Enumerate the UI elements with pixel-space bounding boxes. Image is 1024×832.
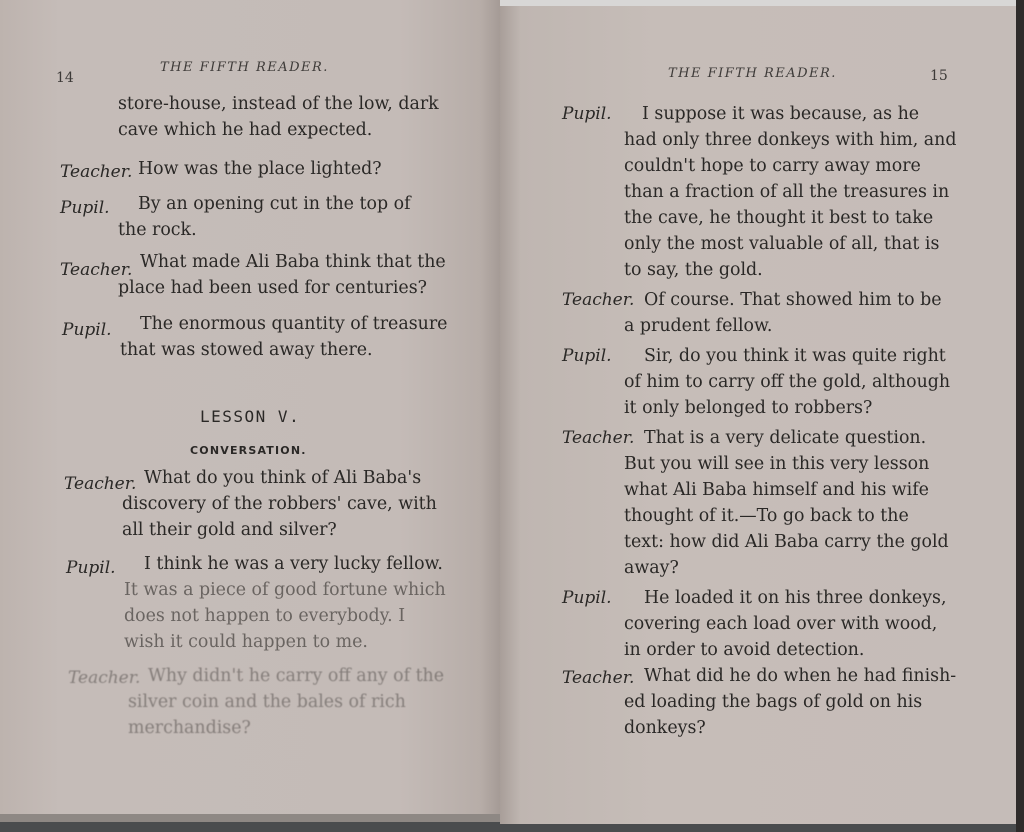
- text-line: The enormous quantity of treasure: [140, 314, 448, 334]
- text-line: covering each load over with wood,: [624, 614, 938, 634]
- text-line: But you will see in this very lesson: [624, 454, 930, 474]
- text-line: of him to carry off the gold, although: [624, 372, 951, 392]
- right-page: [500, 6, 1018, 824]
- text-line: it only belonged to robbers?: [624, 398, 873, 418]
- text-line: What do you think of Ali Baba's: [144, 468, 422, 488]
- text-line: in order to avoid detection.: [624, 640, 865, 660]
- text-line: I suppose it was because, as he: [642, 104, 920, 124]
- text-line: Sir, do you think it was quite right: [644, 346, 946, 366]
- page-number: 15: [930, 68, 948, 84]
- left-page: [0, 0, 500, 822]
- text-line: I think he was a very lucky fellow.: [144, 554, 443, 574]
- text-line: donkeys?: [624, 718, 706, 738]
- text-line: ed loading the bags of gold on his: [624, 692, 923, 712]
- lesson-title: LESSON V.: [200, 407, 301, 426]
- running-head: THE FIFTH READER.: [668, 66, 837, 81]
- speaker-label: Pupil.: [62, 320, 112, 340]
- speaker-label: Pupil.: [562, 104, 612, 124]
- speaker-label: Pupil.: [562, 346, 612, 366]
- speaker-label: Pupil.: [562, 588, 612, 608]
- text-line: thought of it.—To go back to the: [624, 506, 909, 526]
- text-line: cave which he had expected.: [118, 120, 373, 140]
- text-line: that was stowed away there.: [120, 340, 373, 360]
- text-line: away?: [624, 558, 679, 578]
- text-line: It was a piece of good fortune which: [124, 580, 446, 600]
- text-line: only the most valuable of all, that is: [624, 234, 940, 254]
- page-number: 14: [56, 70, 74, 86]
- text-line: than a fraction of all the treasures in: [624, 182, 950, 202]
- speaker-label: Teacher.: [562, 668, 635, 688]
- text-line: By an opening cut in the top of: [138, 194, 411, 214]
- speaker-label: Teacher.: [562, 290, 635, 310]
- text-line: discovery of the robbers' cave, with: [122, 494, 437, 514]
- text-line: He loaded it on his three donkeys,: [644, 588, 947, 608]
- speaker-label: Teacher.: [64, 474, 137, 494]
- text-line: couldn't hope to carry away more: [624, 156, 921, 176]
- text-line: How was the place lighted?: [138, 159, 382, 179]
- text-line: had only three donkeys with him, and: [624, 130, 957, 150]
- book-edge: [1016, 0, 1024, 832]
- text-line: What did he do when he had finish-: [644, 666, 957, 686]
- text-line: place had been used for centuries?: [118, 278, 427, 298]
- speaker-label: Teacher.: [60, 260, 133, 280]
- text-line: silver coin and the bales of rich: [128, 692, 406, 712]
- text-line: merchandise?: [128, 718, 251, 738]
- text-line: all their gold and silver?: [122, 520, 337, 540]
- running-head: THE FIFTH READER.: [160, 60, 329, 75]
- text-line: the cave, he thought it best to take: [624, 208, 934, 228]
- text-line: Why didn't he carry off any of the: [148, 666, 445, 686]
- text-line: the rock.: [118, 220, 197, 240]
- speaker-label: Teacher.: [60, 162, 133, 182]
- text-line: to say, the gold.: [624, 260, 763, 280]
- speaker-label: Pupil.: [60, 198, 110, 218]
- text-line: wish it could happen to me.: [124, 632, 368, 652]
- text-line: does not happen to everybody. I: [124, 606, 406, 626]
- text-line: What made Ali Baba think that the: [140, 252, 446, 272]
- speaker-label: Teacher.: [562, 428, 635, 448]
- speaker-label: Pupil.: [66, 558, 116, 578]
- text-line: That is a very delicate question.: [644, 428, 927, 448]
- text-line: text: how did Ali Baba carry the gold: [624, 532, 949, 552]
- text-line: a prudent fellow.: [624, 316, 773, 336]
- speaker-label: Teacher.: [68, 668, 141, 688]
- text-line: store-house, instead of the low, dark: [118, 94, 439, 114]
- lesson-subtitle: CONVERSATION.: [190, 444, 307, 457]
- text-line: what Ali Baba himself and his wife: [624, 480, 929, 500]
- text-line: Of course. That showed him to be: [644, 290, 942, 310]
